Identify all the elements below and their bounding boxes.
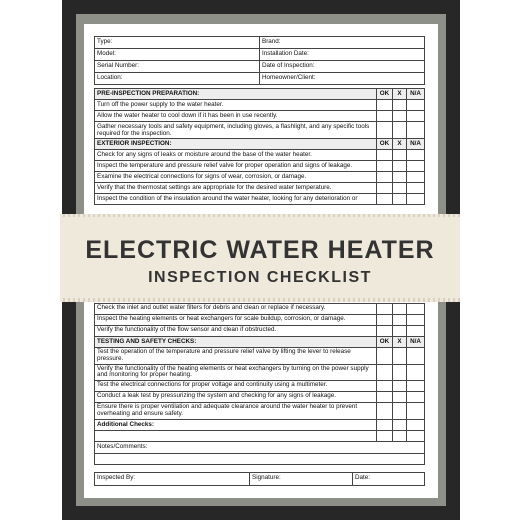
checklist-item-row — [95, 161, 425, 172]
checklist-item-text: Allow the water heater to cool down if it has been in use recently. — [95, 111, 377, 122]
banner-title: ELECTRIC WATER HEATER — [85, 236, 435, 264]
blank-cell — [393, 430, 407, 441]
section-title: TESTING AND SAFETY CHECKS: — [95, 337, 377, 348]
inspected-by-field: Inspected By: — [95, 473, 250, 486]
na-checkbox-cell — [407, 161, 425, 172]
ok-checkbox-cell — [377, 111, 393, 122]
info-row — [95, 49, 425, 61]
checklist-item-text: Gather necessary tools and safety equipment, including gloves, a flashlight, and any specific tools required for the inspection. — [95, 122, 377, 139]
na-checkbox-cell — [407, 348, 425, 365]
ok-checkbox-cell — [377, 122, 393, 139]
checklist-top-table — [94, 88, 425, 205]
checklist-item-text: Conduct a leak test by pressurizing the system and checking for any signs of leakage. — [95, 392, 377, 403]
x-checkbox-cell — [393, 194, 407, 205]
checklist-item-text: Examine the electrical connections for signs of wear, corrosion, or damage. — [95, 172, 377, 183]
na-checkbox-cell — [407, 364, 425, 381]
na-checkbox-cell — [407, 194, 425, 205]
section-header-row — [95, 139, 425, 150]
checklist-item-text: Verify that the thermostat settings are appropriate for the desired water temperature. — [95, 183, 377, 194]
info-row — [95, 61, 425, 73]
na-checkbox-cell — [407, 183, 425, 194]
info-table — [94, 36, 425, 85]
notes-label: Notes/Comments: — [95, 441, 425, 453]
signature-field: Signature: — [250, 473, 353, 486]
ok-checkbox-cell — [377, 304, 393, 315]
blank-cell — [407, 430, 425, 441]
checklist-item-row — [95, 364, 425, 381]
checklist-item-row — [95, 150, 425, 161]
ok-checkbox-cell — [377, 348, 393, 365]
info-label: Serial Number: — [95, 61, 260, 73]
section-header-row — [95, 89, 425, 100]
ok-checkbox-cell — [377, 183, 393, 194]
checklist-item-text: Verify the functionality of the flow sensor and clean if obstructed. — [95, 326, 377, 337]
checklist-bottom-table — [94, 303, 425, 465]
na-checkbox-cell — [407, 315, 425, 326]
column-na-header: N/A — [407, 139, 425, 150]
checklist-item-text: Inspect the condition of the insulation around the water heater, looking for any deterioration or — [95, 194, 377, 205]
banner-subtitle: INSPECTION CHECKLIST — [148, 269, 372, 286]
checklist-item-row — [95, 100, 425, 111]
na-checkbox-cell — [407, 172, 425, 183]
additional-checks-label: Additional Checks: — [95, 419, 377, 430]
column-ok-header: OK — [377, 337, 393, 348]
checklist-item-row — [95, 326, 425, 337]
ok-checkbox-cell — [377, 381, 393, 392]
ok-checkbox-cell — [377, 364, 393, 381]
checklist-item-row — [95, 315, 425, 326]
checklist-item-text: Turn off the power supply to the water heater. — [95, 100, 377, 111]
column-na-header: N/A — [407, 337, 425, 348]
title-banner — [60, 217, 460, 299]
checklist-item-row — [95, 392, 425, 403]
na-checkbox-cell — [407, 100, 425, 111]
column-ok-header: OK — [377, 89, 393, 100]
x-checkbox-cell — [393, 100, 407, 111]
checklist-item-text: Check for any signs of leaks or moisture around the base of the water heater. — [95, 150, 377, 161]
x-checkbox-cell — [393, 150, 407, 161]
x-checkbox-cell — [393, 419, 407, 430]
x-checkbox-cell — [393, 111, 407, 122]
x-checkbox-cell — [393, 122, 407, 139]
info-row — [95, 37, 425, 49]
ok-checkbox-cell — [377, 194, 393, 205]
notes-blank-row — [95, 453, 425, 464]
na-checkbox-cell — [407, 122, 425, 139]
x-checkbox-cell — [393, 348, 407, 365]
column-x-header: X — [393, 89, 407, 100]
column-ok-header: OK — [377, 139, 393, 150]
info-label: Location: — [95, 73, 260, 85]
na-checkbox-cell — [407, 403, 425, 420]
section-title: PRE-INSPECTION PREPARATION: — [95, 89, 377, 100]
na-checkbox-cell — [407, 392, 425, 403]
column-na-header: N/A — [407, 89, 425, 100]
checklist-item-text: Inspect the heating elements or heat exchangers for scale buildup, corrosion, or damage. — [95, 315, 377, 326]
checklist-item-row — [95, 172, 425, 183]
checklist-item-text: Test the operation of the temperature and pressure relief valve by lifting the lever to release pressure. — [95, 348, 377, 365]
na-checkbox-cell — [407, 150, 425, 161]
ok-checkbox-cell — [377, 326, 393, 337]
checklist-item-text: Verify the functionality of the heating elements or heat exchangers by turning on the power supply and monitoring for proper heating. — [95, 364, 377, 381]
ok-checkbox-cell — [377, 172, 393, 183]
checklist-item-text: Ensure there is proper ventilation and adequate clearance around the water heater to prevent overheating and ensure safety. — [95, 403, 377, 420]
ok-checkbox-cell — [377, 161, 393, 172]
info-label: Model: — [95, 49, 260, 61]
column-x-header: X — [393, 139, 407, 150]
checklist-item-text: Test the electrical connections for proper voltage and continuity using a multimeter. — [95, 381, 377, 392]
ok-checkbox-cell — [377, 419, 393, 430]
info-row — [95, 73, 425, 85]
signature-table — [94, 472, 425, 486]
na-checkbox-cell — [407, 419, 425, 430]
x-checkbox-cell — [393, 392, 407, 403]
ok-checkbox-cell — [377, 100, 393, 111]
checklist-item-row — [95, 111, 425, 122]
info-label: Homeowner/Client: — [260, 73, 425, 85]
x-checkbox-cell — [393, 183, 407, 194]
x-checkbox-cell — [393, 326, 407, 337]
additional-checks-row — [95, 419, 425, 430]
x-checkbox-cell — [393, 315, 407, 326]
checklist-item-row — [95, 348, 425, 365]
na-checkbox-cell — [407, 381, 425, 392]
checklist-item-text: Inspect the temperature and pressure relief valve for proper operation and signs of leakage. — [95, 161, 377, 172]
date-field: Date: — [353, 473, 425, 486]
column-x-header: X — [393, 337, 407, 348]
x-checkbox-cell — [393, 161, 407, 172]
x-checkbox-cell — [393, 304, 407, 315]
blank-row — [95, 430, 425, 441]
na-checkbox-cell — [407, 326, 425, 337]
banner-bottom-edge — [60, 298, 460, 302]
x-checkbox-cell — [393, 364, 407, 381]
x-checkbox-cell — [393, 403, 407, 420]
x-checkbox-cell — [393, 381, 407, 392]
ok-checkbox-cell — [377, 150, 393, 161]
ok-checkbox-cell — [377, 403, 393, 420]
info-label: Brand: — [260, 37, 425, 49]
checklist-item-row — [95, 183, 425, 194]
checklist-item-row — [95, 122, 425, 139]
section-header-row — [95, 337, 425, 348]
x-checkbox-cell — [393, 172, 407, 183]
ok-checkbox-cell — [377, 315, 393, 326]
ok-checkbox-cell — [377, 392, 393, 403]
notes-row — [95, 441, 425, 453]
na-checkbox-cell — [407, 111, 425, 122]
info-label: Type: — [95, 37, 260, 49]
checklist-item-row — [95, 304, 425, 315]
blank-cell — [95, 430, 377, 441]
section-title: EXTERIOR INSPECTION: — [95, 139, 377, 150]
checklist-item-row — [95, 381, 425, 392]
checklist-item-row — [95, 403, 425, 420]
info-label: Installation Date: — [260, 49, 425, 61]
checklist-item-text: Check the inlet and outlet water filters for debris and clean or replace if necessary. — [95, 304, 377, 315]
na-checkbox-cell — [407, 304, 425, 315]
checklist-item-row — [95, 194, 425, 205]
info-label: Date of Inspection: — [260, 61, 425, 73]
notes-blank-cell — [95, 453, 425, 464]
blank-cell — [377, 430, 393, 441]
